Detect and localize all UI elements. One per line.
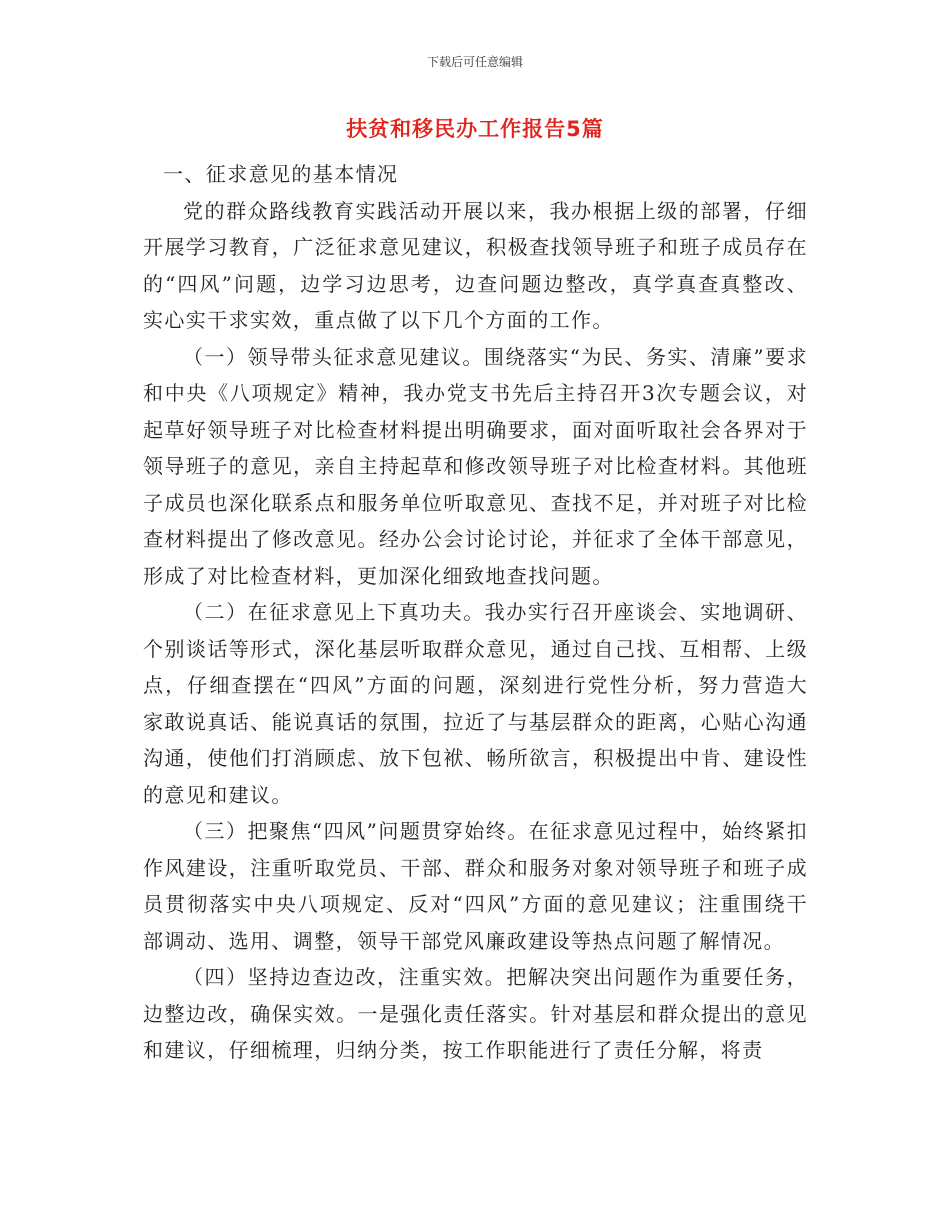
section-heading: 一、征求意见的基本情况 [163,162,399,186]
paragraph-item-4: （四）坚持边查边改，注重实效。把解决突出问题作为重要任务，边整边改，确保实效。一是强化责任落实。针对基层和群众提出的意见和建议，仔细梳理，归纳分类，按工作职能进行了责任分解，将责 [143,965,808,1062]
paragraph-item-1: （一）领导带头征求意见建议。围绕落实“为民、务实、清廉”要求和中央《八项规定》精神，我办党支书先后主持召开3次专题会议，对起草好领导班子对比检查材料提出明确要求，面对面听取社会各界对于领导班子的意见，亲自主持起草和修改领导班子对比检查材料。其他班子成员也深化联系点和服务单位听取意见、查找不足，并对班子对比检查材料提出了修改意见。经办公会讨论讨论，并征求了全体干部意见，形成了对比检查材料，更加深化细致地查找问题。 [143,344,808,588]
document-body [143,156,808,1069]
paragraph-item-2: （二）在征求意见上下真功夫。我办实行召开座谈会、实地调研、个别谈话等形式，深化基层听取群众意见，通过自己找、互相帮、上级点，仔细查摆在“四风”方面的问题，深刻进行党性分析，努力营造大家敢说真话、能说真话的氛围，拉近了与基层群众的距离，心贴心沟通沟通，使他们打消顾虑、放下包袱、畅所欲言，积极提出中肯、建设性的意见和建议。 [143,600,808,807]
paragraph-item-3: （三）把聚焦“四风”问题贯穿始终。在征求意见过程中，始终紧扣作风建设，注重听取党员、干部、群众和服务对象对领导班子和班子成员贯彻落实中央八项规定、反对“四风”方面的意见建议；注重围绕干部调动、选用、调整，领导干部党风廉政建设等热点问题了解情况。 [143,819,808,953]
document-title: 扶贫和移民办工作报告5篇 [346,117,604,141]
paragraph-intro: 党的群众路线教育实践活动开展以来，我办根据上级的部署，仔细开展学习教育，广泛征求意见建议，积极查找领导班子和班子成员存在的“四风”问题，边学习边思考，边查问题边整改，真学真查真整改、实心实干求实效，重点做了以下几个方面的工作。 [143,198,808,332]
header-note: 下载后可任意编辑 [426,55,523,69]
